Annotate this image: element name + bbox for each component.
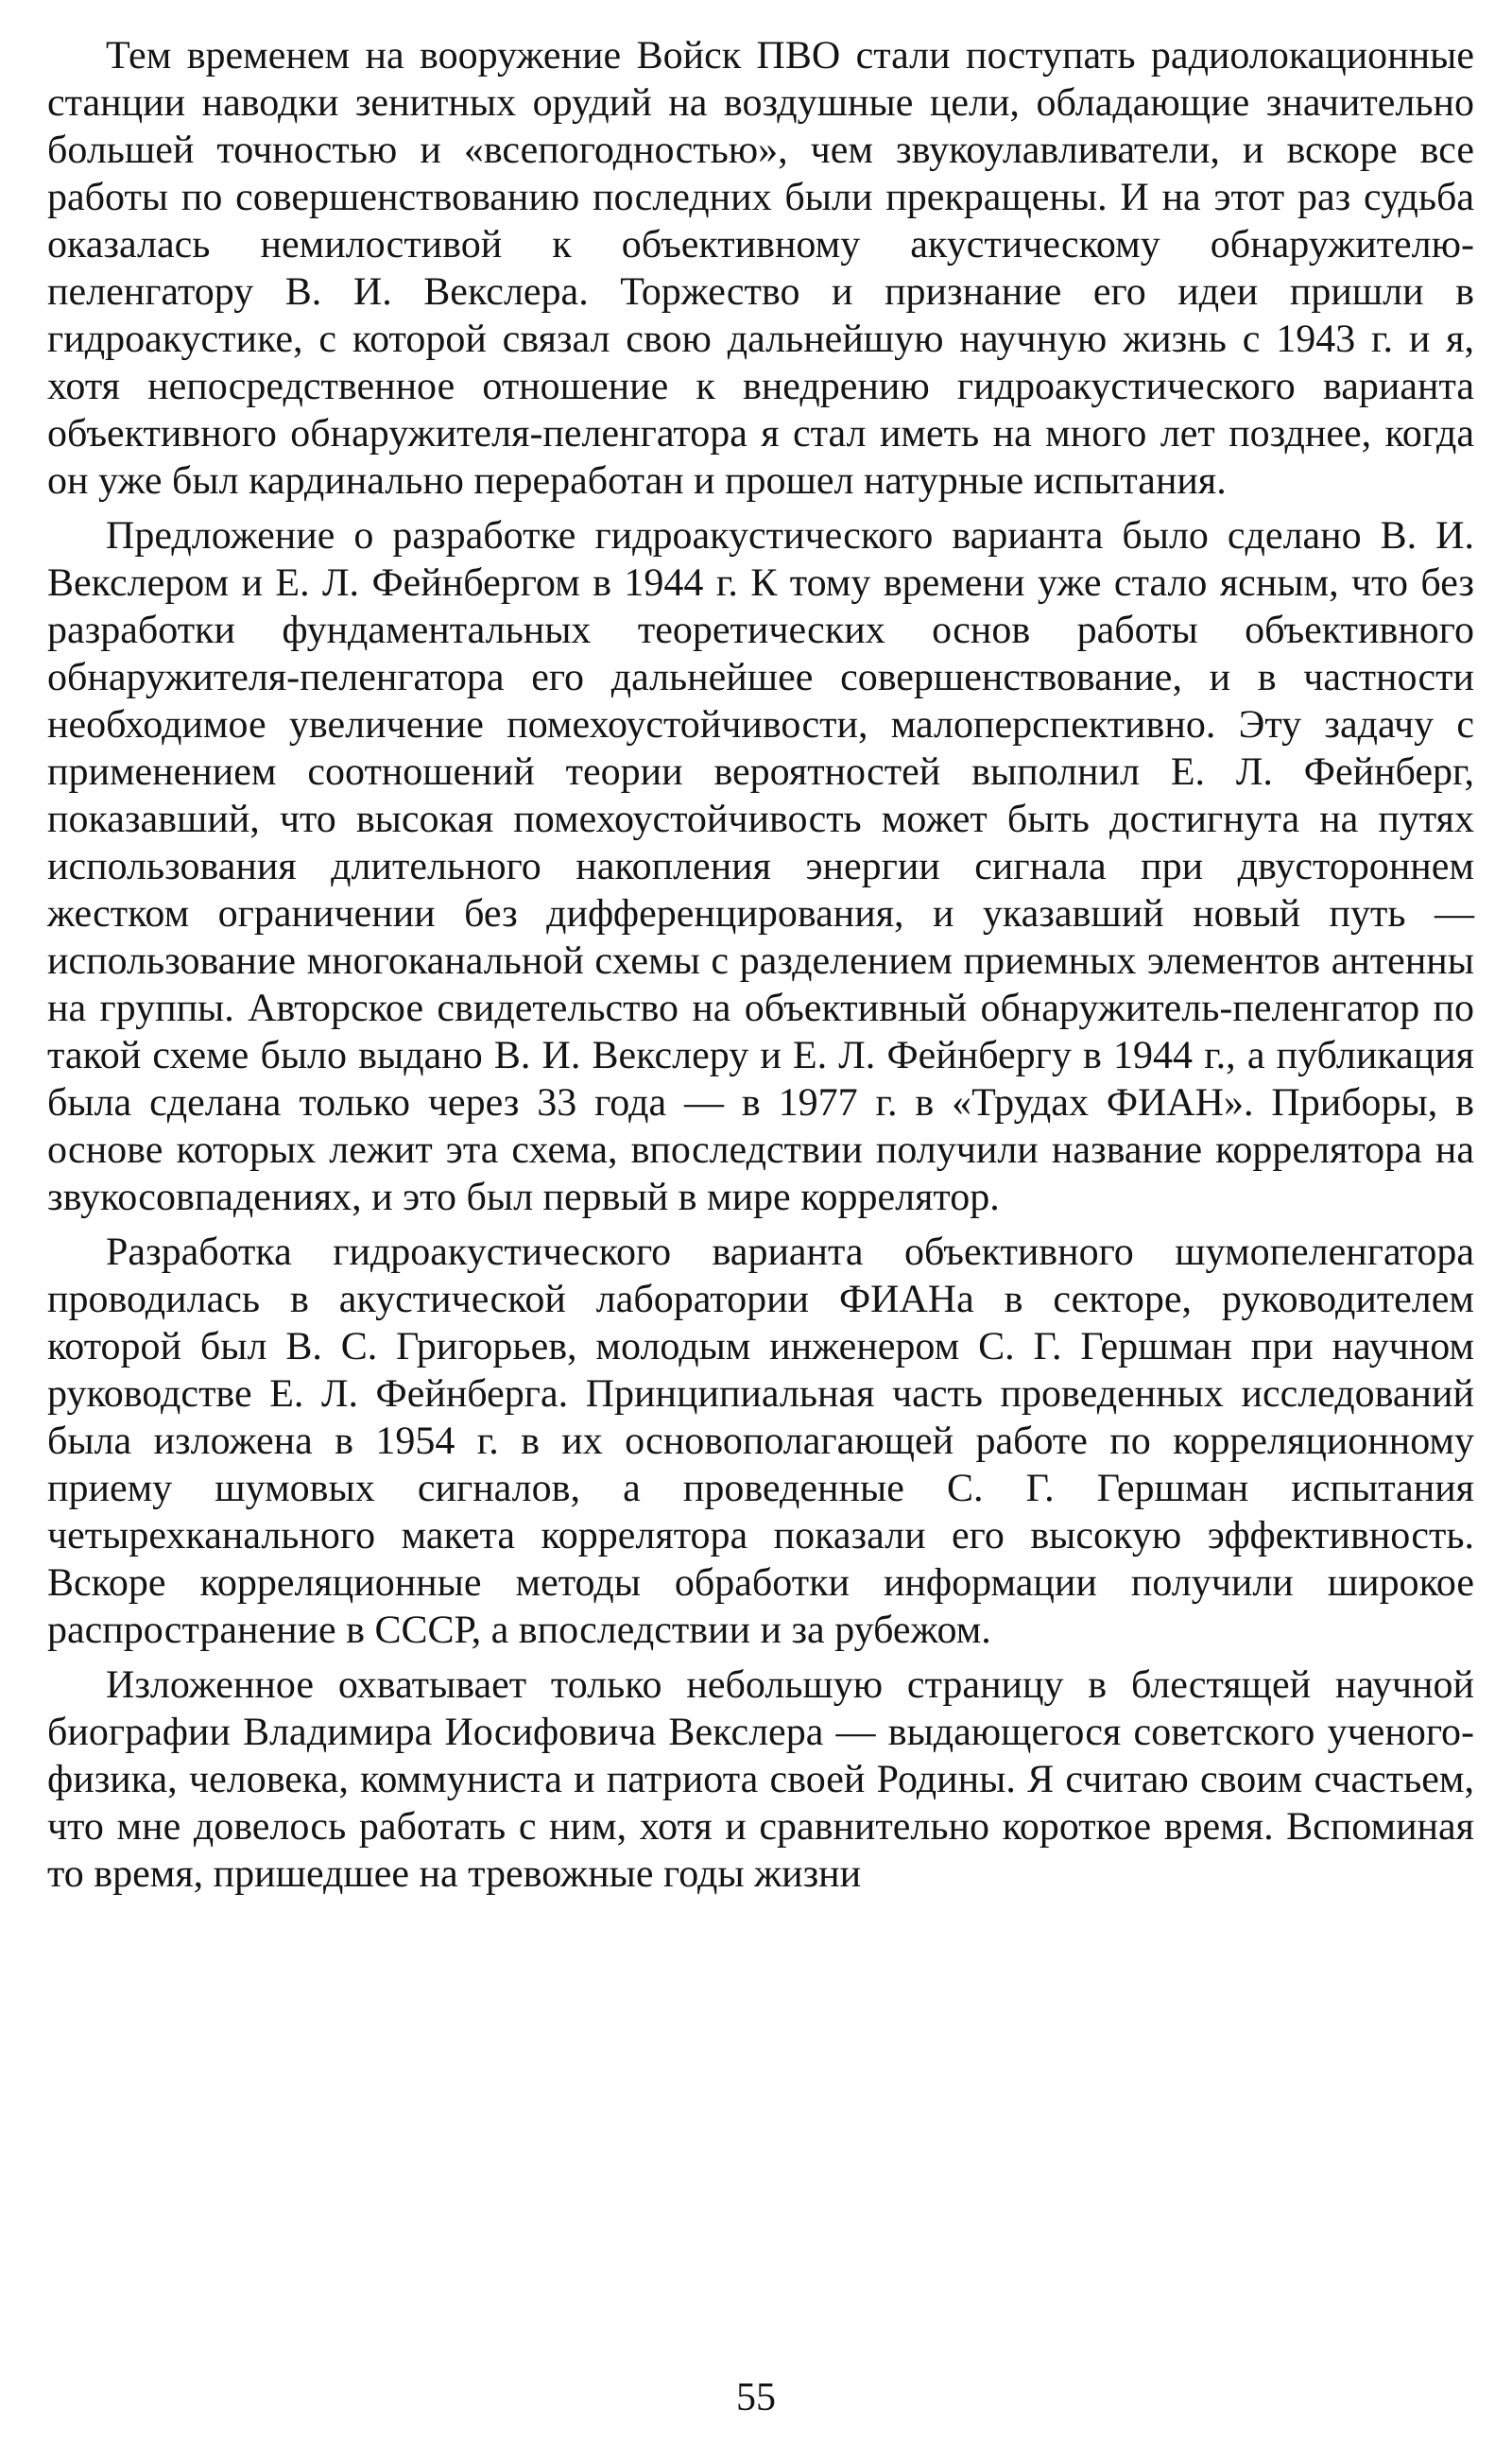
paragraph-1: Тем временем на вооружение Войск ПВО стали поступать радиолокационные станции наводки зенитных орудий на воздушные цели, обладающие значительно большей точностью и «всепогодностью», чем звукоулавливатели, и вскоре все работы по совершенствованию последних были прекращены. И на этот раз судьба оказалась немилостивой к объективному акустическому обнаружителю-пеленгатору В. И. Векслера. Торжество и признание его идеи пришли в гидроакустике, с которой связал свою дальнейшую научную жизнь с 1943 г. и я, хотя непосредственное отношение к внедрению гидроакустического варианта объективного обнаружителя-пеленгатора я стал иметь на много лет позднее, когда он уже был кардинально переработан и прошел натурные испытания. <box>47 34 1474 503</box>
paragraph-2: Предложение о разработке гидроакустического варианта было сделано В. И. Векслером и Е. Л. Фейнбергом в 1944 г. К тому времени уже стало ясным, что без разработки фундаментальных теоретических основ работы объективного обнаружителя-пеленгатора его дальнейшее совершенствование, и в частности необходимое увеличение помехоустойчивости, малоперспективно. Эту задачу с применением соотношений теории вероятностей выполнил Е. Л. Фейнберг, показавший, что высокая помехоустойчивость может быть достигнута на путях использования длительного накопления энергии сигнала при двустороннем жестком ограничении без дифференцирования, и указавший новый путь — использование многоканальной схемы с разделением приемных элементов антенны на группы. Авторское свидетельство на объективный обнаружитель-пеленгатор по такой схеме было выдано В. И. Векслеру и Е. Л. Фейнбергу в 1944 г., а публикация была сделана только через 33 года — в 1977 г. в «Трудах ФИАН». Приборы, в основе которых лежит эта схема, впоследствии получили название коррелятора на звукосовпадениях, и это был первый в мире коррелятор. <box>47 514 1474 1219</box>
paragraph-4: Изложенное охватывает только небольшую страницу в блестящей научной биографии Владимира Иосифовича Векслера — выдающегося советского ученого-физика, человека, коммуниста и патриота своей Родины. Я считаю своим счастьем, что мне довелось работать с ним, хотя и сравнительно короткое время. Вспоминая то время, пришедшее на тревожные годы жизни <box>47 1663 1474 1896</box>
paragraph-3: Разработка гидроакустического варианта объективного шумопеленгатора проводилась в акустической лаборатории ФИАНа в секторе, руководителем которой был В. С. Григорьев, молодым инженером С. Г. Гершман при научном руководстве Е. Л. Фейнберга. Принципиальная часть проведенных исследований была изложена в 1954 г. в их основополагающей работе по корреляционному приему шумовых сигналов, а проведенные С. Г. Гершман испытания четырехканального макета коррелятора показали его высокую эффективность. Вскоре корреляционные методы обработки информации получили широкое распространение в СССР, а впоследствии и за рубежом. <box>47 1230 1474 1652</box>
page-number: 55 <box>736 2376 776 2419</box>
page-body <box>47 32 1474 1905</box>
